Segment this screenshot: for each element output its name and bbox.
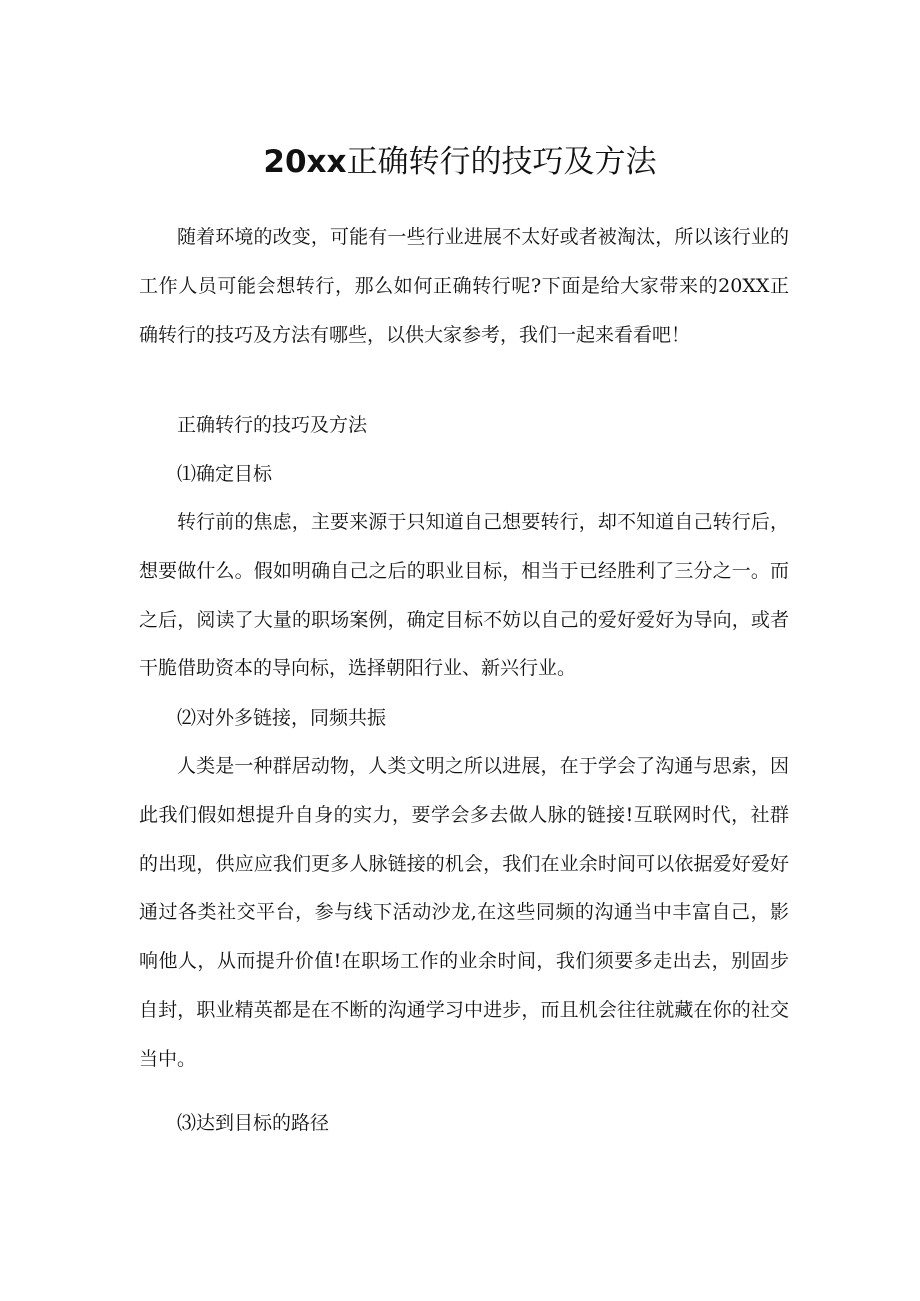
intro-paragraph: 随着环境的改变，可能有一些行业进展不太好或者被淘汰，所以该行业的工作人员可能会想转行，那么如何正确转行呢?下面是给大家带来的20XX正确转行的技巧及方法有哪些，以供大家参考，我们一起来看看吧！ xyxy=(139,226,789,346)
point3-heading: ⑶达到目标的路径 xyxy=(177,1112,330,1134)
point2-heading: ⑵对外多链接，同频共振 xyxy=(177,707,387,729)
title-prefix: 20xx xyxy=(263,144,347,180)
title-text: 正确转行的技巧及方法 xyxy=(346,144,657,180)
point1-heading: ⑴确定目标 xyxy=(177,463,273,485)
point1-paragraph: 转行前的焦虑，主要来源于只知道自己想要转行，却不知道自己转行后，想要做什么。假如明确自己之后的职业目标，相当于已经胜利了三分之一。而之后，阅读了大量的职场案例，确定目标不妨以自己的爱好爱好为导向，或者干脆借助资本的导向标，选择朝阳行业、新兴行业。 xyxy=(139,511,789,680)
point2-paragraph: 人类是一种群居动物，人类文明之所以进展，在于学会了沟通与思索，因此我们假如想提升自身的实力，要学会多去做人脉的链接!互联网时代，社群的出现，供应应我们更多人脉链接的机会，我们在业余时间可以依据爱好爱好通过各类社交平台，参与线下活动沙龙,在这些同频的沟通当中丰富自己，影响他人，从而提升价值!在职场工作的业余时间，我们须要多走出去，别固步自封，职业精英都是在不断的沟通学习中进步，而且机会往往就藏在你的社交当中。 xyxy=(139,755,789,1070)
section-title: 正确转行的技巧及方法 xyxy=(177,414,368,436)
document-title xyxy=(0,136,920,188)
